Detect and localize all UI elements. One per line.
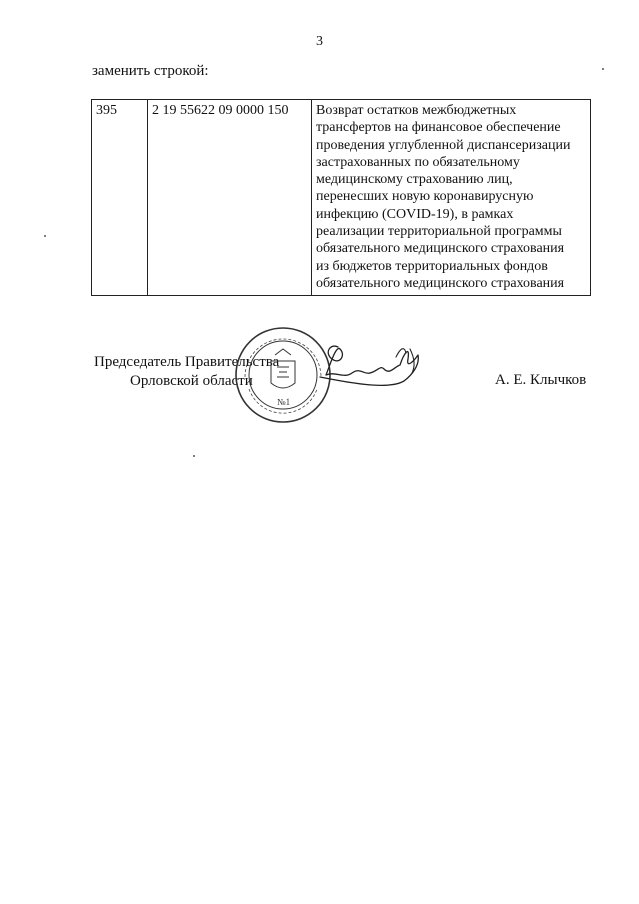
budget-table (91, 99, 591, 296)
description-line: обязательного медицинского страхования (316, 241, 565, 257)
description-line: проведения углубленной диспансеризации (316, 137, 571, 153)
scan-speck (602, 68, 604, 70)
position-line-2: Орловской области (130, 373, 253, 389)
description-line: застрахованных по обязательному (316, 154, 520, 170)
page-number: 3 (316, 34, 323, 49)
description-line: из бюджетов территориальных фондов (316, 258, 548, 274)
description-line: перенесших новую коронавирусную (316, 189, 534, 205)
description-line: Возврат остатков межбюджетных (316, 103, 517, 118)
intro-text: заменить строкой: (92, 63, 209, 79)
row-description (312, 100, 591, 296)
description-line: трансфертов на финансовое обеспечение (316, 120, 561, 136)
scan-speck (44, 235, 46, 237)
handwritten-signature (300, 335, 440, 395)
description-line: медицинскому страхованию лиц, (316, 172, 513, 188)
description-line: реализации территориальной программы (316, 224, 562, 240)
position-line-1: Председатель Правительства (94, 354, 280, 370)
description-line: инфекцию (COVID-19), в рамках (316, 206, 514, 222)
table-row (92, 100, 591, 296)
svg-text:№1: №1 (277, 397, 291, 407)
signatory-name: А. Е. Клычков (495, 372, 587, 388)
row-code: 2 19 55622 09 0000 150 (148, 100, 312, 296)
row-number: 395 (92, 100, 148, 296)
description-line: обязательного медицинского страхования (316, 275, 565, 291)
scan-speck (193, 455, 195, 457)
